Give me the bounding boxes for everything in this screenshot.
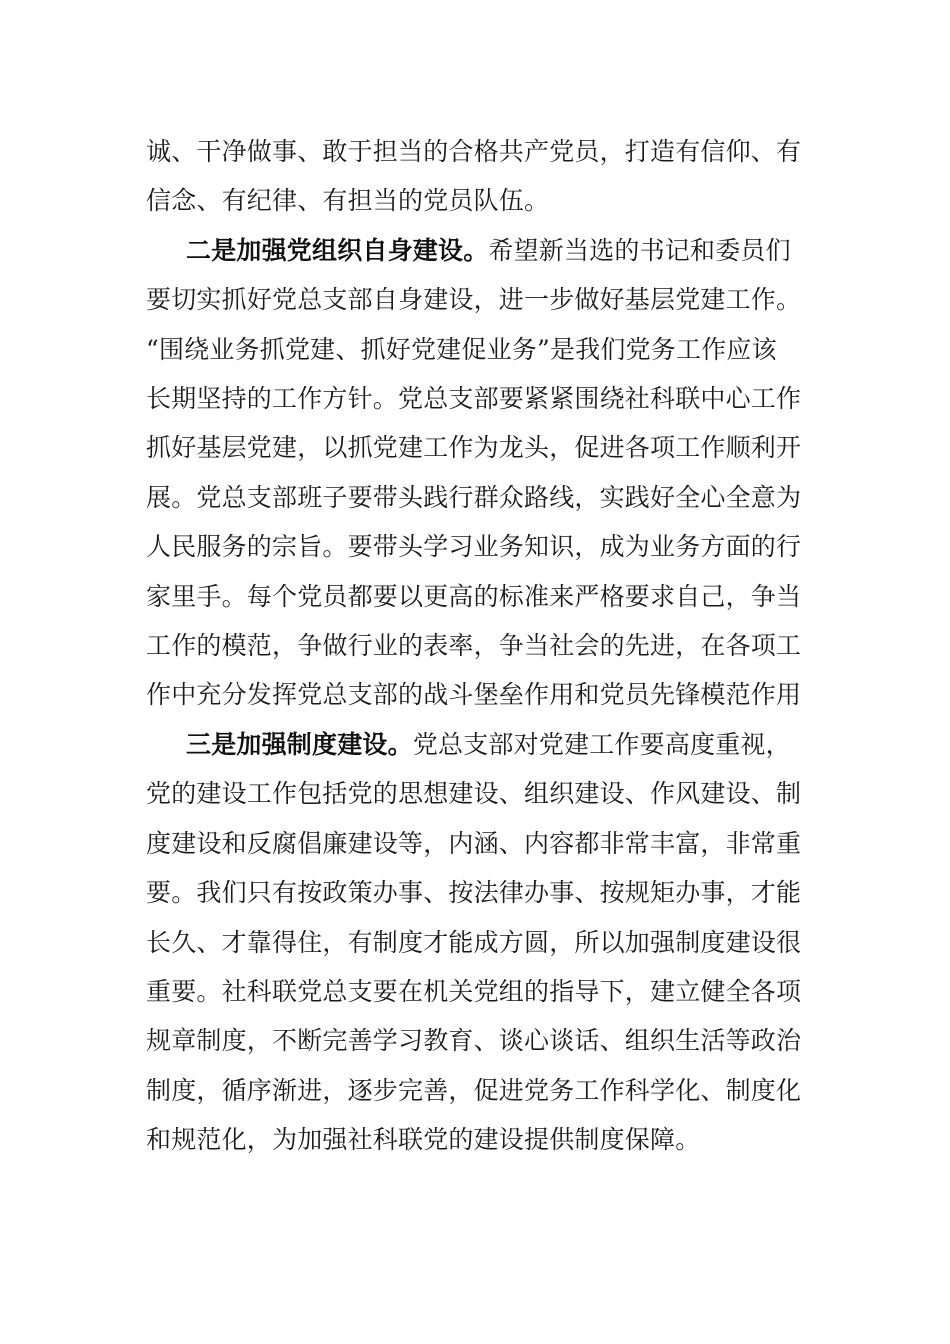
paragraph-lead-heading: 三是加强制度建设。	[186, 729, 413, 759]
text-line: “围绕业务抓党建、抓好党建促业务”是我们党务工作应该	[146, 334, 777, 364]
text-segment: 希望新当选的书记和委员们	[488, 235, 791, 265]
text-line: 制度，循序渐进，逐步完善，促进党务工作科学化、制度化	[146, 1075, 802, 1105]
paragraph-system-building	[146, 720, 810, 1165]
paragraph-party-organization	[146, 226, 810, 720]
text-line: 信念、有纪律、有担当的党员队伍。	[146, 186, 550, 216]
text-line: 展。党总支部班子要带头践行群众路线，实践好全心全意为	[146, 482, 802, 512]
text-line: 家里手。每个党员都要以更高的标准来严格要求自己，争当	[146, 581, 802, 611]
text-line: 抓好基层党建，以抓党建工作为龙头，促进各项工作顺利开	[146, 433, 802, 463]
text-line: 和规范化，为加强社科联党的建设提供制度保障。	[146, 1125, 701, 1155]
document-body	[146, 127, 810, 1165]
text-line: 作中充分发挥党总支部的战斗堡垒作用和党员先锋模范作用	[146, 680, 802, 710]
text-line-with-heading	[146, 226, 810, 275]
text-line: 长期坚持的工作方针。党总支部要紧紧围绕社科联中心工作	[146, 384, 802, 414]
text-line: 要切实抓好党总支部自身建设，进一步做好基层党建工作。	[146, 285, 802, 315]
text-line: 规章制度，不断完善学习教育、谈心谈话、组织生活等政治	[146, 1026, 802, 1056]
text-line-with-heading	[146, 720, 810, 769]
text-line: 长久、才靠得住，有制度才能成方圆，所以加强制度建设很	[146, 927, 802, 957]
text-line: 要。我们只有按政策办事、按法律办事、按规矩办事，才能	[146, 878, 802, 908]
text-line: 工作的模范，争做行业的表率，争当社会的先进，在各项工	[146, 631, 802, 661]
paragraph-continuation	[146, 127, 810, 226]
paragraph-lead-heading: 二是加强党组织自身建设。	[186, 235, 489, 265]
text-line: 诚、干净做事、敢于担当的合格共产党员，打造有信仰、有	[146, 137, 802, 166]
text-line: 重要。社科联党总支要在机关党组的指导下，建立健全各项	[146, 976, 802, 1006]
text-line: 度建设和反腐倡廉建设等，内涵、内容都非常丰富，非常重	[146, 828, 802, 858]
text-line: 人民服务的宗旨。要带头学习业务知识，成为业务方面的行	[146, 532, 802, 562]
text-segment: 党总支部对党建工作要高度重视，	[412, 729, 791, 759]
text-line: 党的建设工作包括党的思想建设、组织建设、作风建设、制	[146, 779, 802, 809]
